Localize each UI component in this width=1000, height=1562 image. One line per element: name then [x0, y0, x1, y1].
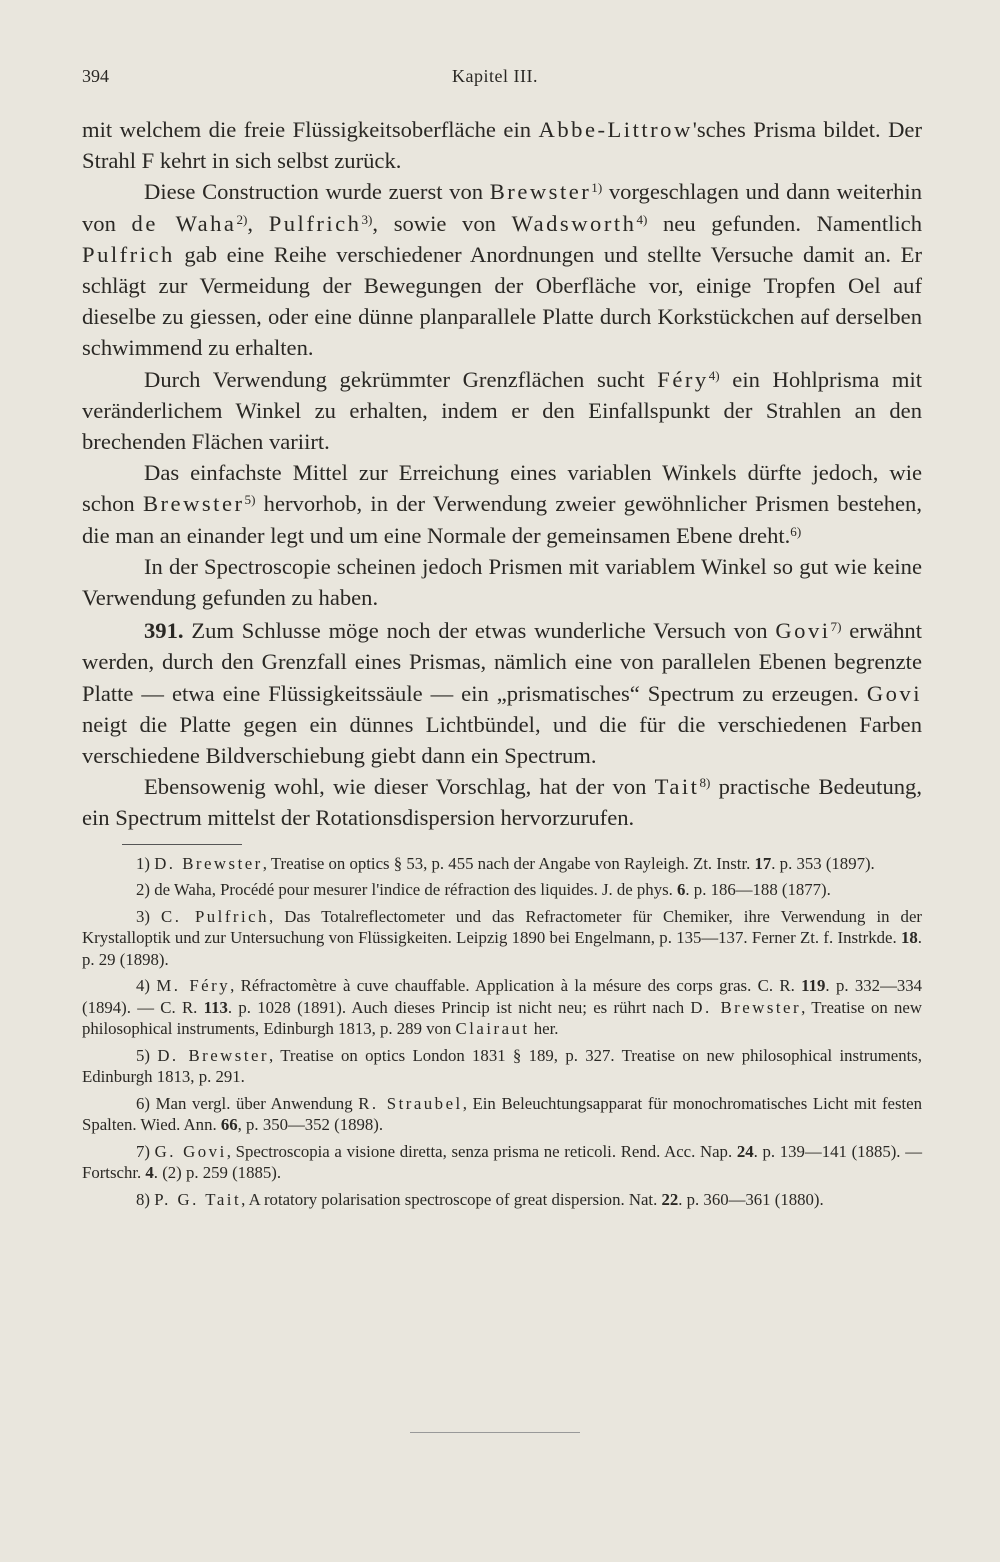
footnote-4: 4) M. Féry, Réfractomètre à cuve chauffable. Application à la mésure des corps gras. C. R. 119. p. 332—334 (1894). — C. R. 113. p. 1028 (1891). Auch dieses Princip ist nicht neu; es rührt nach D. Brewster, Treatise on new philosophical instruments, Edinburgh 1813, p. 289 von Clairaut her. — [82, 976, 923, 1039]
footnote-ref: 7) — [830, 619, 842, 635]
footnote-ref: 8) — [699, 775, 711, 791]
paragraph-2: Diese Construction wurde zuerst von Brewster$^{1)}$ vorgeschlagen und dann weiterhin von de Waha$^{2)}$, Pulfrich$^{3)}$, sowie von Wadsworth$^{4)}$ neu gefunden. Namentlich Pulfrich gab eine Reihe verschiedener Anordnungen und stellte Versuche damit an. Er schlägt zur Vermeidung der Bewegungen der Oberfläche vor, einige Tropfen Oel auf dieselbe zu giessen, oder eine dünne planparallele Platte durch Korkstückchen auf derselben schwimmend zu erhalten. — [82, 179, 923, 361]
page-number: 394 — [82, 66, 109, 86]
person-name: de Waha — [131, 210, 237, 236]
person-name: Brewster — [142, 491, 245, 517]
running-title: Kapitel III. — [452, 66, 538, 86]
footnotes — [82, 853, 922, 1211]
book-page — [82, 58, 922, 1215]
person-name: Abbe-Littrow — [538, 117, 693, 142]
footnote-ref: 2) — [236, 211, 248, 227]
footnote-ref: 1) — [591, 180, 603, 196]
paragraph-5: In der Spectroscopie scheinen jedoch Prismen mit variablem Winkel so gut wie keine Verwendung gefunden zu haben. — [82, 553, 922, 611]
paragraph-1: mit welchem die freie Flüssigkeitsoberfläche ein Abbe-Littrow'sches Prisma bildet. Der Strahl F kehrt in sich selbst zurück. — [82, 117, 922, 174]
person-name: Wadsworth — [511, 210, 637, 236]
person-name: Pulfrich — [268, 210, 362, 236]
footnote-7: 7) G. Govi, Spectroscopia a visione diretta, senza prisma ne reticoli. Rend. Acc. Nap. 24. p. 139—141 (1885). — Fortschr. 4. (2) p. 259 (1885). — [82, 1141, 922, 1183]
person-name: Brewster — [489, 179, 592, 205]
footnote-ref: 4) — [636, 211, 648, 227]
footnote-ref: 3) — [361, 211, 373, 227]
footnote-2: 2) de Waha, Procédé pour mesurer l'indice de réfraction des liquides. J. de phys. 6. p. 186—188 (1877). — [136, 880, 831, 900]
footnote-1: 1) D. Brewster, Treatise on optics § 53, p. 455 nach der Angabe von Rayleigh. Zt. Instr. 17. p. 353 (1897). — [136, 853, 875, 873]
person-name: Govi — [775, 618, 831, 644]
footnote-6: 6) Man vergl. über Anwendung R. Straubel, Ein Beleuchtungsapparat für monochromatisches Licht mit festen Spalten. Wied. Ann. 66, p. 350—352 (1898). — [82, 1093, 923, 1135]
person-name: Féry — [657, 366, 709, 392]
paragraph-4: Das einfachste Mittel zur Erreichung eines variablen Winkels dürfte jedoch, wie schon Brewster$^{5)}$ hervorhob, in der Verwendung zweier gewöhnlicher Prismen bestehen, die man an einander legt und um eine Normale der gemeinsamen Ebene dreht.$^{6)}$ — [82, 460, 922, 548]
section-number: 391. — [144, 618, 184, 644]
footnote-ref: 6) — [790, 523, 802, 539]
person-name: Tait — [654, 774, 700, 800]
main-text — [82, 114, 922, 834]
person-name: Pulfrich — [82, 241, 175, 267]
footnote-ref: 4) — [708, 367, 720, 383]
page-header — [82, 58, 922, 88]
paragraph-7: Ebensowenig wohl, wie dieser Vorschlag, hat der von Tait$^{8)}$ practische Bedeutung, ein Spectrum mittelst der Rotationsdispersion hervorzurufen. — [82, 774, 922, 831]
person-name: Govi — [866, 680, 922, 706]
footnote-3: 3) C. Pulfrich, Das Totalreflectometer und das Refractometer für Chemiker, ihre Verwendung in der Krystalloptik und zur Untersuchung von Flüssigkeiten. Leipzig 1890 bei Engelmann, p. 135—137. Ferner Zt. f. Instrkde. 18. p. 29 (1898). — [82, 906, 922, 969]
footnote-8: 8) P. G. Tait, A rotatory polarisation spectroscope of great dispersion. Nat. 22. p. 360—361 (1880). — [136, 1189, 824, 1209]
paragraph-3: Durch Verwendung gekrümmter Grenzflächen sucht Féry$^{4)}$ ein Hohlprisma mit veränderlichem Winkel zu erhalten, indem er den Einfallspunkt der Strahlen an den brechenden Flächen variirt. — [82, 366, 923, 455]
footnote-5: 5) D. Brewster, Treatise on optics London 1831 § 189, p. 327. Treatise on new philosophical instruments, Edinburgh 1813, p. 291. — [82, 1045, 922, 1087]
footnote-ref: 5) — [244, 492, 256, 508]
bottom-divider — [410, 1432, 580, 1433]
paragraph-391: 391. Zum Schlusse möge noch der etwas wunderliche Versuch von Govi$^{7)}$ erwähnt werden, durch den Grenzfall eines Prismas, nämlich eine von parallelen Ebenen begrenzte Platte — etwa eine Flüssigkeitssäule — ein „prismatisches“ Spectrum zu erzeugen. Govi neigt die Platte gegen ein dünnes Lichtbündel, und die für die verschiedenen Farben verschiedene Bildverschiebung giebt dann ein Spectrum. — [82, 618, 922, 769]
footnote-divider — [122, 844, 242, 845]
